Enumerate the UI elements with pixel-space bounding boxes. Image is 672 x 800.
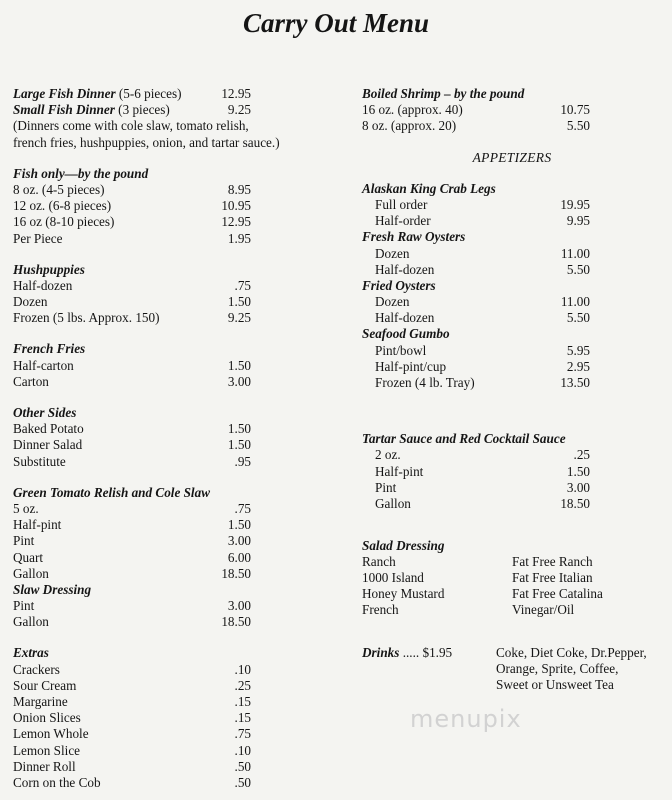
item-name: Pint/bowl	[375, 342, 427, 358]
item-name: Gallon	[13, 565, 49, 581]
menu-item	[362, 310, 662, 326]
item-name: Dozen	[375, 294, 410, 310]
item-name: Dinner Roll	[13, 758, 76, 774]
item-price: .75	[234, 277, 251, 293]
item-name: Dozen	[375, 245, 410, 261]
drinks-section	[362, 645, 662, 693]
item-name: Carton	[13, 373, 49, 389]
item-name: Pint	[13, 533, 35, 549]
item-name: Half-dozen	[13, 277, 73, 293]
item-price: 9.25	[227, 310, 251, 326]
item-price: .75	[234, 726, 251, 742]
menu-item	[13, 437, 343, 453]
section-heading: Hushpuppies	[13, 261, 85, 277]
menu-item	[13, 102, 343, 118]
appetizers-heading: APPETIZERS	[472, 149, 552, 165]
item-name: Substitute	[13, 453, 66, 469]
item-name: Large Fish Dinner	[13, 86, 116, 101]
item-name: Pint	[13, 598, 35, 614]
section-heading: Seafood Gumbo	[362, 326, 450, 342]
item-price: 1.50	[227, 437, 251, 453]
section-heading: Fresh Raw Oysters	[362, 229, 466, 245]
menu-item	[13, 662, 343, 678]
menu-item	[362, 375, 662, 391]
menu-item	[13, 726, 343, 742]
item-price: 1.50	[227, 357, 251, 373]
item-price: .15	[234, 710, 251, 726]
menu-item	[13, 278, 343, 294]
item-price: 13.50	[560, 375, 590, 390]
item-name: Frozen (5 lbs. Approx. 150)	[13, 310, 160, 326]
item-name: Half-pint/cup	[375, 358, 447, 374]
item-name: Frozen (4 lb. Tray)	[375, 375, 475, 390]
item-price: 2.95	[566, 358, 590, 374]
item-name: 12 oz. (6-8 pieces)	[13, 198, 112, 214]
dressing-name: Ranch	[362, 554, 396, 570]
section-heading: Alaskan King Crab Legs	[362, 180, 496, 196]
item-price: 18.50	[560, 495, 590, 511]
menu-item	[13, 198, 343, 214]
item-name: Margarine	[13, 694, 68, 709]
item-price: 1.50	[227, 517, 251, 533]
item-price: .95	[234, 453, 251, 469]
dressing-name: Vinegar/Oil	[512, 602, 575, 618]
menu-item	[13, 421, 343, 437]
section-heading: Extras	[13, 645, 49, 661]
item-name: Dozen	[13, 294, 48, 310]
menu-title: Carry Out Menu	[242, 8, 430, 38]
item-name: Baked Potato	[13, 421, 84, 437]
menu-item	[13, 374, 343, 390]
watermark: menupix	[410, 705, 522, 733]
section-heading: Salad Dressing	[362, 538, 445, 554]
menu-item	[13, 678, 343, 694]
item-price: 5.50	[566, 310, 590, 326]
section-heading: Slaw Dressing	[13, 581, 92, 597]
item-name: Half-order	[375, 213, 431, 229]
item-price: 18.50	[221, 565, 251, 581]
menu-item	[362, 464, 662, 480]
menu-item	[13, 214, 343, 230]
dressing-row	[362, 602, 662, 618]
drinks-price: ..... $1.95	[402, 645, 453, 661]
left-column	[13, 86, 343, 791]
menu-item	[13, 614, 343, 630]
item-name: Onion Slices	[13, 710, 81, 726]
item-name: 5 oz.	[13, 500, 39, 516]
item-price: .50	[234, 774, 251, 790]
drinks-line: Coke, Diet Coke, Dr.Pepper,	[496, 645, 647, 661]
item-price: 1.95	[227, 230, 251, 246]
item-price: .10	[234, 661, 251, 677]
item-name: Lemon Whole	[13, 726, 89, 742]
item-name: 16 oz (8-10 pieces)	[13, 214, 115, 230]
item-price: 12.95	[221, 214, 251, 230]
dressing-name: Fat Free Catalina	[512, 586, 603, 602]
item-name: Corn on the Cob	[13, 774, 101, 790]
section-heading: French Fries	[13, 341, 86, 357]
menu-item	[13, 86, 343, 102]
item-price: 1.50	[227, 294, 251, 310]
right-column	[362, 86, 662, 693]
item-price: .75	[234, 500, 251, 516]
dressing-name: Fat Free Ranch	[512, 554, 593, 570]
menu-item	[362, 359, 662, 375]
section-heading: Tartar Sauce and Red Cocktail Sauce	[362, 431, 566, 447]
section-heading: Boiled Shrimp – by the pound	[362, 86, 525, 101]
item-price: 11.00	[560, 245, 590, 261]
item-name: Half-pint	[375, 463, 424, 479]
item-price: 18.50	[221, 614, 251, 630]
item-price: 19.95	[560, 196, 590, 212]
drinks-list	[496, 645, 666, 693]
menu-item	[362, 496, 662, 512]
dressing-row	[362, 570, 662, 586]
dressing-name: Honey Mustard	[362, 586, 445, 602]
menu-item	[362, 118, 662, 134]
item-name: Lemon Slice	[13, 742, 81, 758]
menu-item	[13, 231, 343, 247]
item-price: .25	[573, 447, 590, 463]
dinner-note: (Dinners come with cole slaw, tomato relish,	[13, 118, 249, 134]
item-price: 3.00	[227, 533, 251, 549]
item-name: Full order	[375, 196, 428, 212]
item-name: Sour Cream	[13, 677, 77, 693]
menu-item	[13, 182, 343, 198]
menu-item	[362, 102, 662, 118]
menu-item	[13, 694, 343, 710]
item-price: 3.00	[566, 479, 590, 495]
item-name: Half-pint	[13, 517, 62, 533]
drinks-label: Drinks	[362, 645, 400, 661]
item-name: 2 oz.	[375, 447, 401, 463]
dressing-name: Fat Free Italian	[512, 570, 593, 586]
item-price: 5.50	[566, 118, 590, 134]
item-price: 1.50	[566, 463, 590, 479]
menu-item	[362, 262, 662, 278]
section-heading: Other Sides	[13, 405, 77, 420]
item-price: 8.95	[227, 181, 251, 197]
menu-item	[362, 343, 662, 359]
item-price: 6.00	[227, 549, 251, 565]
dressing-name: 1000 Island	[362, 570, 424, 586]
item-name: Half-dozen	[375, 310, 435, 326]
item-name: Quart	[13, 549, 44, 565]
item-name: Half-dozen	[375, 261, 435, 277]
menu-item	[13, 294, 343, 310]
menu-item	[13, 501, 343, 517]
item-name: Gallon	[13, 614, 49, 630]
item-price: .10	[234, 742, 251, 758]
menu-item	[362, 480, 662, 496]
menu-item	[13, 775, 343, 791]
menu-item	[362, 246, 662, 262]
item-name: Dinner Salad	[13, 437, 83, 453]
dressing-name: French	[362, 602, 399, 618]
menu-item	[362, 294, 662, 310]
item-name: Per Piece	[13, 230, 63, 246]
section-heading: Fried Oysters	[362, 277, 436, 293]
item-price: 9.95	[566, 213, 590, 229]
item-price: 9.25	[227, 102, 251, 118]
menu-item	[13, 598, 343, 614]
dinner-note: french fries, hushpuppies, onion, and tartar sauce.)	[13, 134, 280, 150]
menu-item	[13, 533, 343, 549]
dressing-row	[362, 554, 662, 570]
item-price: 10.75	[560, 102, 590, 118]
menu-item	[362, 213, 662, 229]
menu-item	[13, 310, 343, 326]
menu-item	[13, 358, 343, 374]
menu-item	[13, 517, 343, 533]
menu-item	[13, 743, 343, 759]
item-price: 3.00	[227, 598, 251, 614]
item-price: 1.50	[227, 421, 251, 437]
item-name: 16 oz. (approx. 40)	[362, 102, 463, 118]
section-heading: Fish only—by the pound	[13, 165, 149, 181]
item-price: .50	[234, 758, 251, 774]
item-price: 11.00	[560, 294, 590, 310]
drinks-line: Orange, Sprite, Coffee,	[496, 661, 619, 677]
menu-item	[13, 550, 343, 566]
item-name: Crackers	[13, 661, 60, 677]
menu-item	[362, 447, 662, 463]
item-price: 10.95	[221, 198, 251, 214]
item-name: Pint	[375, 479, 397, 495]
item-price: .15	[234, 694, 251, 709]
dressing-row	[362, 586, 662, 602]
item-name: 8 oz. (4-5 pieces)	[13, 181, 105, 197]
item-price: 3.00	[227, 373, 251, 389]
section-heading: Green Tomato Relish and Cole Slaw	[13, 484, 210, 500]
item-price: 5.50	[566, 261, 590, 277]
item-note: (5-6 pieces)	[115, 86, 182, 101]
item-name: 8 oz. (approx. 20)	[362, 118, 457, 134]
menu-item	[13, 454, 343, 470]
item-name: Gallon	[375, 495, 411, 511]
menu-item	[13, 566, 343, 582]
drinks-line: Sweet or Unsweet Tea	[496, 677, 614, 693]
menu-item	[13, 759, 343, 775]
menu-item	[362, 197, 662, 213]
menu-item	[13, 710, 343, 726]
item-note: (3 pieces)	[114, 102, 170, 118]
item-name: Half-carton	[13, 357, 74, 373]
item-price: .25	[234, 677, 251, 693]
item-price: 12.95	[221, 86, 251, 101]
item-price: 5.95	[566, 342, 590, 358]
item-name: Small Fish Dinner	[13, 102, 115, 118]
